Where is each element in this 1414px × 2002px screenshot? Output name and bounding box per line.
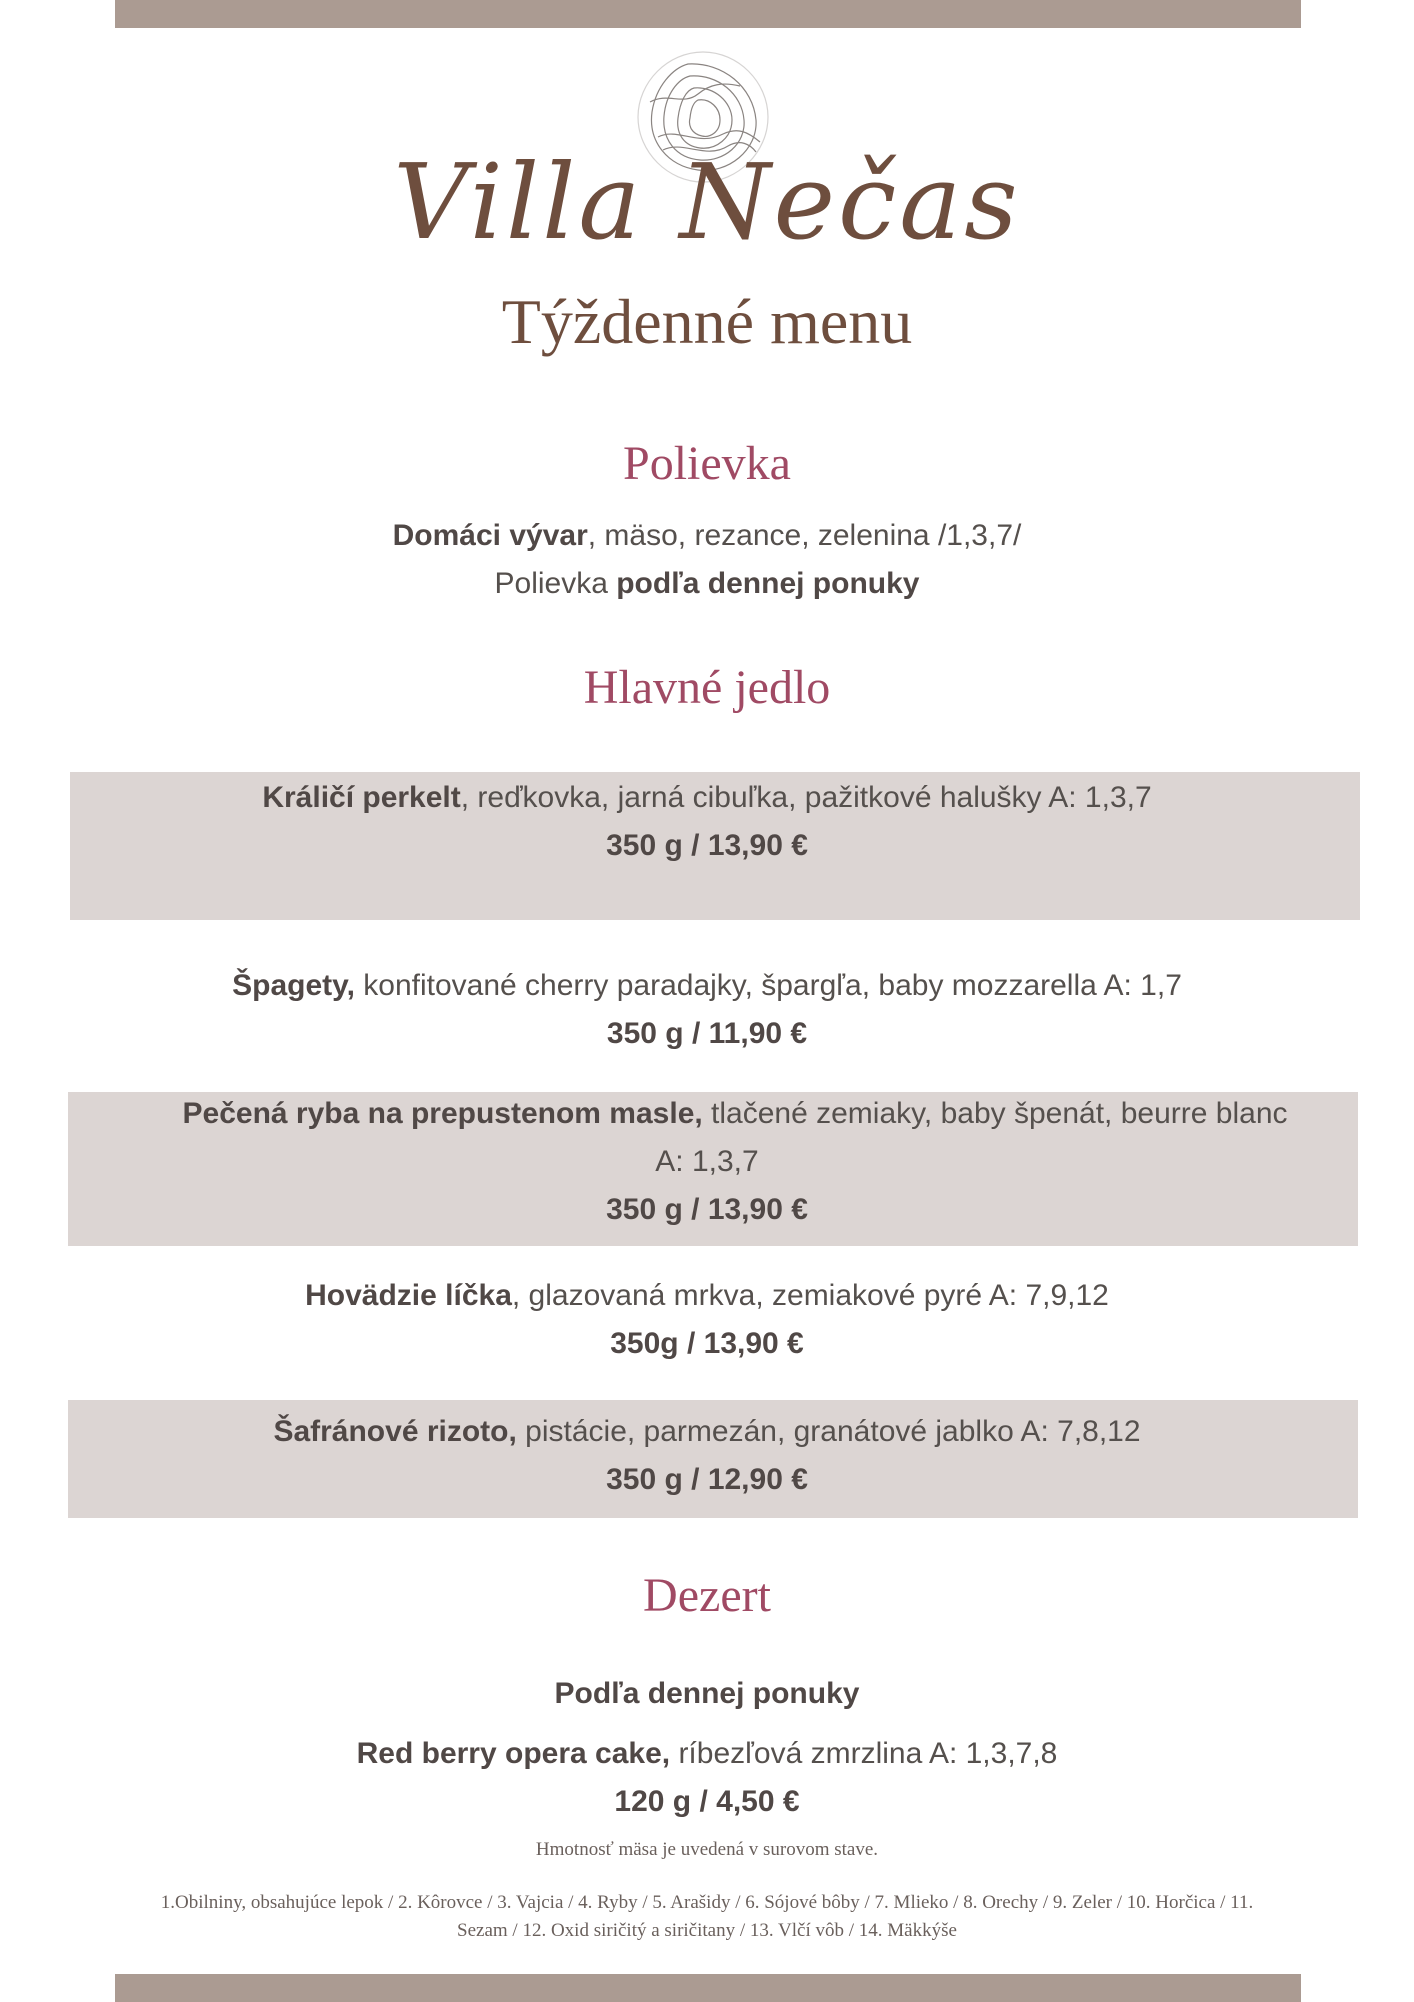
main-item-4-price: 350g / 13,90 € [610,1327,804,1360]
dessert-item-2-price: 120 g / 4,50 € [614,1785,800,1818]
main-item-4 [0,1278,1414,1314]
main-item-2-name: Špagety, [232,969,355,1002]
dessert-item-2 [0,1736,1414,1772]
soup-section-title: Polievka [623,437,791,490]
main-item-3 [115,1096,1355,1132]
soup-item-1-name: Domáci vývar [392,519,588,552]
main-item-5-price: 350 g / 12,90 € [606,1463,808,1496]
main-item-5-desc: pistácie, parmezán, granátové jablko A: 7,8,12 [516,1415,1141,1448]
main-item-1-price: 350 g / 13,90 € [606,829,808,862]
dessert-item-1-name: Podľa dennej ponuky [554,1677,860,1710]
dessert-section-title: Dezert [643,1569,771,1622]
menu-subtitle: Týždenné menu [501,286,913,357]
main-item-1-desc: , reďkovka, jarná cibuľka, pažitkové halušky A: 1,3,7 [460,781,1152,814]
main-item-1-name: Králičí perkelt [262,781,461,814]
main-item-4-name: Hovädzie líčka [305,1279,512,1312]
dessert-item-2-desc: ríbezľová zmrzlina A: 1,3,7,8 [670,1737,1058,1770]
dessert-item-1 [0,1676,1414,1712]
dessert-item-2-name: Red berry opera cake, [356,1737,671,1770]
allergens-list [90,1889,1324,1945]
soup-item-2-name: podľa dennej ponuky [616,567,920,600]
main-item-2-price: 350 g / 11,90 € [606,1017,808,1050]
bottom-decorative-bar [115,1974,1301,2002]
brand-name: Villa Nečas [393,141,1021,263]
main-item-2 [0,968,1414,1004]
soup-item-1 [0,518,1414,554]
allergens-line-1: 1.Obilniny, obsahujúce lepok / 2. Kôrovce / 3. Vajcia / 4. Ryby / 5. Arašidy / 6. Sójové bôby / 7. Mlieko / 8. Orechy / 9. Zeler / 10. Horčica / 11. [160,1892,1254,1913]
main-item-3-name: Pečená ryba na prepustenom masle, [182,1097,703,1130]
main-item-4-desc: , glazovaná mrkva, zemiakové pyré A: 7,9,12 [511,1279,1109,1312]
top-decorative-bar [115,0,1301,28]
meat-weight-note: Hmotnosť mäsa je uvedená v surovom stave. [535,1839,879,1860]
main-item-5-name: Šafránové rizoto, [273,1415,517,1448]
main-item-2-desc: konfitované cherry paradajky, špargľa, baby mozzarella A: 1,7 [354,969,1182,1002]
soup-item-2 [0,566,1414,602]
soup-item-2-prefix: Polievka [494,567,617,600]
main-item-3-desc: tlačené zemiaky, baby špenát, beurre blanc [702,1097,1288,1130]
main-section-title: Hlavné jedlo [583,661,831,714]
main-item-3-price: 350 g / 13,90 € [606,1193,808,1226]
main-item-3-desc2: A: 1,3,7 [655,1145,759,1178]
soup-item-1-desc: , mäso, rezance, zelenina /1,3,7/ [587,519,1022,552]
main-item-5 [0,1414,1414,1450]
main-item-1 [0,780,1414,816]
allergens-line-2: Sezam / 12. Oxid siričitý a siričitany / 13. Vlčí vôb / 14. Mäkkýše [457,1920,957,1941]
